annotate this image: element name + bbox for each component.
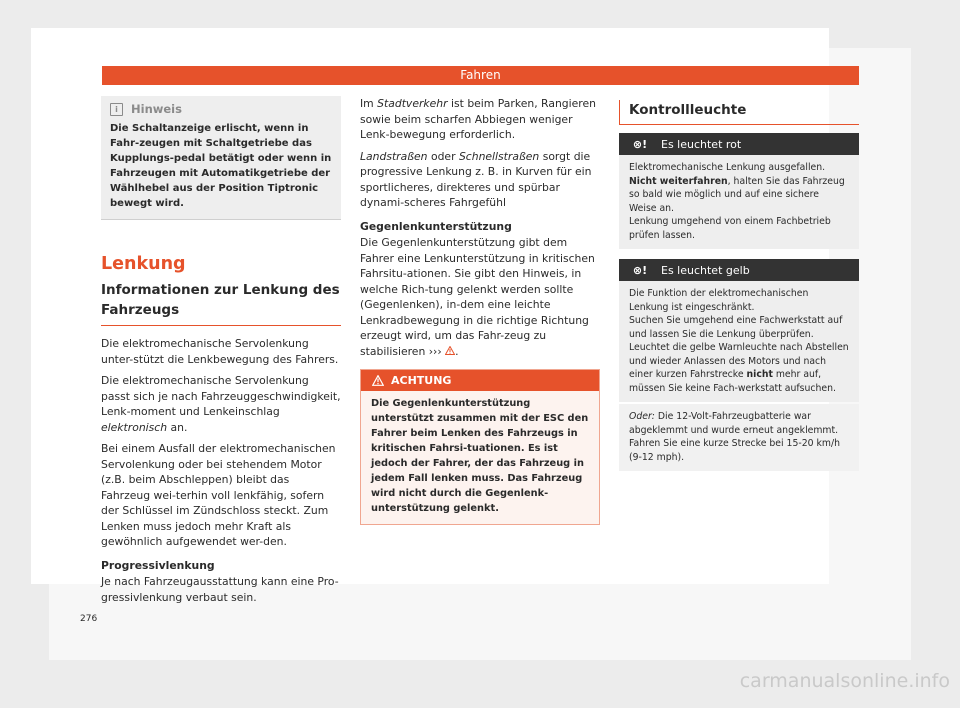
info-icon: i (110, 103, 123, 116)
lamp-yellow-alt-body: Oder: Die 12-Volt-Fahrzeugbatterie war abgeklemmt und wurde erneut angeklemmt. Fahren Sie eine kurze Strecke bei 15-20 km/h (9-12 mph). (619, 404, 859, 471)
note-header (110, 102, 332, 116)
paragraph: Landstraßen oder Schnellstraßen sorgt die progressive Lenkung z. B. in Kurven für ein sportlicheres, direkteres und spürbar dynami-scheres Fahrgefühl (360, 149, 592, 209)
warning-triangle-icon (445, 346, 455, 355)
warning-header (361, 370, 599, 391)
paragraph: Die elektromechanische Servolenkung unter-stützt die Lenkbewegung des Fahrers. (101, 337, 339, 366)
column-left (101, 96, 341, 611)
reference-arrows[interactable]: ››› (428, 344, 442, 358)
lamp-red-label: Es leuchtet rot (661, 137, 742, 151)
lamp-yellow-bar (619, 259, 859, 281)
paragraph: Die elektromechanische Servolenkung passt sich je nach Fahrzeuggeschwindigkeit, Lenk-moment und Lenkeinschlag elektronisch an. (101, 374, 341, 434)
paragraph: Die Gegenlenkunterstützung gibt dem Fahrer eine Lenkunterstützung in kritischen Fahrsitu-ationen. Sie gibt den Hinweis, in welche Rich-tung gelenkt werden sollte (Gegenlenken), in-dem eine leichte Lenkradbewegung in die richtige Richtung erzeugt wird, um das Fahr-zeug zu stabilisieren ››› . (360, 236, 595, 358)
steering-warning-icon: ⊗! (632, 263, 648, 277)
warning-box (360, 369, 600, 525)
watermark: carmanualsonline.info (739, 670, 950, 692)
lamp-yellow-label: Es leuchtet gelb (661, 263, 750, 277)
column-right (619, 96, 859, 471)
steering-warning-icon: ⊗! (632, 137, 648, 151)
warning-title: ACHTUNG (391, 374, 452, 387)
progressiv-heading: Progressivlenkung (101, 558, 215, 572)
note-text: Die Schaltanzeige erlischt, wenn in Fahr-zeugen mit Schaltgetriebe das Kupplungs-pedal betätigt oder wenn in Fahrzeugen mit Automatikgetriebe der Wählhebel aus der Position Tiptronic bewegt wird. (110, 123, 332, 209)
section-heading: Lenkung (101, 254, 186, 274)
note-title: Hinweis (131, 102, 182, 116)
warning-text: Die Gegenlenkunterstützung unterstützt zusammen mit der ESC den Fahrer beim Lenken des Fahrzeugs in kritischen Fahrsi-tuationen. Es ist jedoch der Fahrer, der das Fahrzeug in jedem Fall lenken muss. Das Fahrzeug wird nicht durch die Gegenlenk-unterstützung gelenkt. (371, 398, 589, 514)
gegenlenk-heading: Gegenlenkunterstützung (360, 219, 512, 233)
note-box (101, 96, 341, 220)
chapter-header: Fahren (102, 66, 859, 85)
page-number: 276 (80, 614, 98, 624)
lamp-red-bar (619, 133, 859, 155)
paragraph: Bei einem Ausfall der elektromechanischen Servolenkung oder bei stehendem Motor (z.B. beim Abschleppen) bleibt das Fahrzeug wei-terhin voll lenkfähig, sofern der Schlüssel im Zündschloss steckt. Zum Lenken muss jedoch mehr Kraft als gewöhnlich aufgewendet wer-den. (101, 442, 336, 548)
kontrollleuchte-heading: Kontrollleuchte (619, 100, 859, 125)
paragraph: Im Stadtverkehr ist beim Parken, Rangieren sowie beim scharfen Abbiegen weniger Lenk-bewegung erforderlich. (360, 97, 596, 141)
subsection-heading: Informationen zur Lenkung des Fahrzeugs (101, 280, 341, 326)
warning-triangle-icon (372, 375, 384, 386)
paragraph: Je nach Fahrzeugausstattung kann eine Pro-gressivlenkung verbaut sein. (101, 575, 339, 604)
lamp-yellow-body: Die Funktion der elektromechanischen Lenkung ist eingeschränkt. Suchen Sie umgehend eine Fachwerkstatt auf und lassen Sie die Lenkung überprüfen. Leuchtet die gelbe Warnleuchte nach Abstellen und wieder Anlassen des Motors und nach einer kurzen Fahrstrecke nicht mehr auf, müssen Sie keine Fach-werkstatt aufsuchen. (619, 281, 859, 402)
column-middle (360, 96, 600, 525)
lamp-red-body: Elektromechanische Lenkung ausgefallen. Nicht weiterfahren, halten Sie das Fahrzeug so bald wie möglich und auf eine sichere Weise an. Lenkung umgehend von einem Fachbetrieb prüfen lassen. (619, 155, 859, 249)
